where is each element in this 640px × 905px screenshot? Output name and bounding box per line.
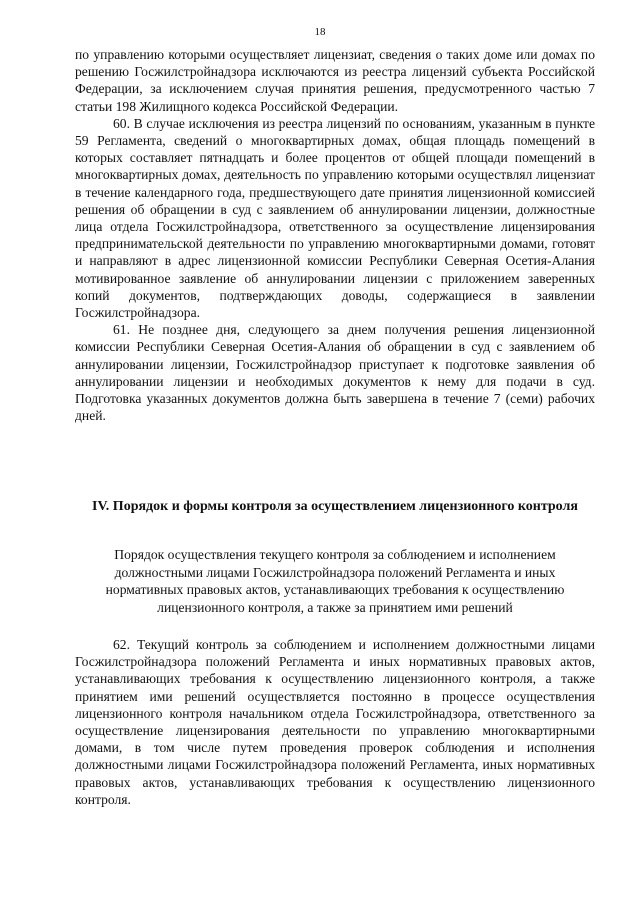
paragraph-60: 60. В случае исключения из реестра лицензий по основаниям, указанным в пункте 59 Регламента, сведений о многоквартирных домах, общая площадь помещений в которых составляет пятнадцать и более процентов от общей площади помещений в многоквартирных домах, деятельность по управлению которыми осуществлял лицензиат в течение календарного года, предшествующего дате принятия лицензионной комиссией решения об обращении в суд с заявлением об аннулировании лицензии, должностные лица отдела Госжилстройнадзора, ответственного за осуществление лицензирования предпринимательской деятельности по управлению многоквартирными домами, готовят и направляют в адрес лицензионной комиссии Республики Северная Осетия-Алания мотивированное заявление об аннулировании лицензии с приложением заверенных копий документов, подтверждающих доводы, содержащиеся в заявлении Госжилстройнадзора. [75,115,595,321]
section-heading: IV. Порядок и формы контроля за осуществлением лицензионного контроля [92,499,578,514]
paragraph-61: 61. Не позднее дня, следующего за днем получения решения лицензионной комиссии Республики Северная Осетия-Алания об обращении в суд с заявлением об аннулировании лицензии, Госжилстройнадзор приступает к подготовке заявления об аннулировании лицензии и необходимых документов к нему для подачи в суд. Подготовка указанных документов должна быть завершена в течение 7 (семи) рабочих дней. [75,322,595,424]
subsection-heading: Порядок осуществления текущего контроля за соблюдением и исполнением должностными лицами Госжилстройнадзора положений Регламента и иных нормативных правовых актов, устанавливающих требования к осуществлению лицензионного контроля, а также за принятием ими решений [105,547,565,615]
paragraph-62: 62. Текущий контроль за соблюдением и исполнением должностными лицами Госжилстройнадзора положений Регламента и иных нормативных правовых актов, устанавливающих требования к осуществлению лицензионного контроля, а также принятием ими решений осуществляется постоянно в процессе осуществления лицензионного контроля начальником отдела Госжилстройнадзора, ответственного за осуществление лицензирования деятельности по управлению многоквартирными домами, в том числе путем проведения проверок соблюдения и исполнения должностными лицами Госжилстройнадзора положений Регламента, иных нормативных правовых актов, устанавливающих требования к осуществлению лицензионного контроля. [75,637,595,807]
body-text-bottom [75,636,595,808]
page-number: 18 [314,26,326,38]
body-text-top [75,46,595,424]
paragraph-continuation: по управлению которыми осуществляет лицензиат, сведения о таких доме или домах по решению Госжилстройнадзора исключаются из реестра лицензий субъекта Российской Федерации, за исключением случая принятия решения, предусмотренного частью 7 статьи 198 Жилищного кодекса Российской Федерации. [75,47,595,114]
